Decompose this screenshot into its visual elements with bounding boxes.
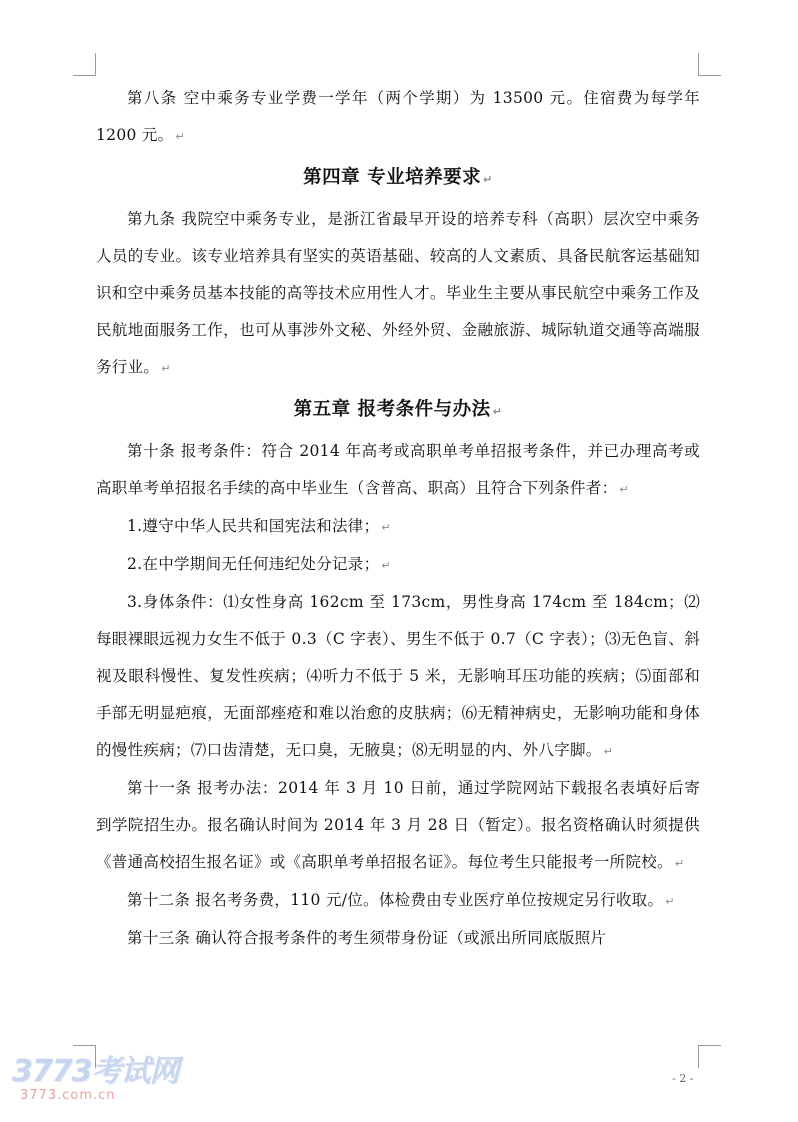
crop-mark-bottom-right: [698, 1045, 721, 1068]
paragraph-mark-icon: ↵: [674, 857, 685, 870]
article-11: [96, 770, 700, 882]
chapter-4-heading: [96, 157, 700, 201]
watermark-logo-text: 3773考试网: [12, 1054, 179, 1089]
watermark-logo: [12, 1056, 179, 1104]
article-11-text: 第十一条 报考办法：2014 年 3 月 10 日前，通过学院网站下载报名表填好后寄到学院招生办。报名确认时间为 2014 年 3 月 28 日（暂定）。报名资格确认时须提供《普通高校招生报名证》或《高职单考单招报名证》。每位考生只能报考一所院校。: [96, 779, 700, 871]
article-10: [96, 433, 700, 508]
article-9-text: 第九条 我院空中乘务专业，是浙江省最早开设的培养专科（高职）层次空中乘务人员的专业。该专业培养具有坚实的英语基础、较高的人文素质、具备民航客运基础知识和空中乘务员基本技能的高等技术应用性人才。毕业生主要从事民航空中乘务工作及民航地面服务工作，也可从事涉外文秘、外经外贸、金融旅游、城际轨道交通等高端服务行业。: [96, 210, 700, 376]
paragraph-mark-icon: ↵: [161, 362, 171, 375]
paragraph-mark-icon: ↵: [603, 745, 614, 758]
paragraph-mark-icon: ↵: [381, 521, 391, 534]
article-12-text: 第十二条 报名考务费，110 元/位。体检费由专业医疗单位按规定另行收取。: [127, 891, 664, 909]
condition-2: [96, 546, 700, 584]
article-13-text: 第十三条 确认符合报考条件的考生须带身份证（或派出所同底版照片: [127, 929, 607, 947]
article-8: [96, 80, 700, 155]
page-number: - 2 -: [672, 1072, 694, 1085]
paragraph-mark-icon: ↵: [492, 405, 503, 418]
crop-mark-top-right: [698, 53, 721, 76]
condition-2-text: 2.在中学期间无任何违纪处分记录；: [127, 555, 380, 573]
watermark-url: 3773.com.cn: [20, 1088, 116, 1103]
paragraph-mark-icon: ↵: [483, 173, 493, 186]
article-12: [96, 882, 700, 920]
condition-3-text: 3.身体条件：⑴女性身高 162cm 至 173cm，男性身高 174cm 至 184cm；⑵每眼裸眼远视力女生不低于 0.3（C 字表）、男生不低于 0.7（C 字表）；⑶无色盲、斜视及眼科慢性、复发性疾病；⑷听力不低于 5 米，无影响耳压功能的疾病；⑸面部和手部无明显疤痕，无面部痤疮和难以治愈的皮肤病；⑹无精神病史，无影响功能和身体的慢性疾病；⑺口齿清楚，无口臭，无腋臭；⑻无明显的内、外八字脚。: [96, 593, 700, 759]
document-body: [96, 80, 700, 957]
article-13: [96, 920, 700, 957]
crop-mark-top-left: [73, 53, 96, 76]
condition-3: [96, 584, 700, 770]
paragraph-mark-icon: ↵: [665, 895, 675, 908]
condition-1: [96, 508, 700, 546]
paragraph-mark-icon: ↵: [381, 559, 391, 572]
condition-1-text: 1.遵守中华人民共和国宪法和法律；: [127, 517, 380, 535]
article-9: [96, 201, 700, 387]
chapter-5-title: 第五章 报考条件与办法: [293, 399, 491, 420]
paragraph-mark-icon: ↵: [175, 130, 186, 143]
chapter-5-heading: [96, 389, 700, 433]
article-10-text: 第十条 报考条件：符合 2014 年高考或高职单考单招报考条件，并已办理高考或高职单考单招报名手续的高中毕业生（含普高、职高）且符合下列条件者：: [96, 442, 700, 497]
paragraph-mark-icon: ↵: [619, 483, 629, 496]
article-8-text: 第八条 空中乘务专业学费一学年（两个学期）为 13500 元。住宿费为每学年 1200 元。: [96, 89, 700, 144]
chapter-4-title: 第四章 专业培养要求: [303, 167, 482, 188]
